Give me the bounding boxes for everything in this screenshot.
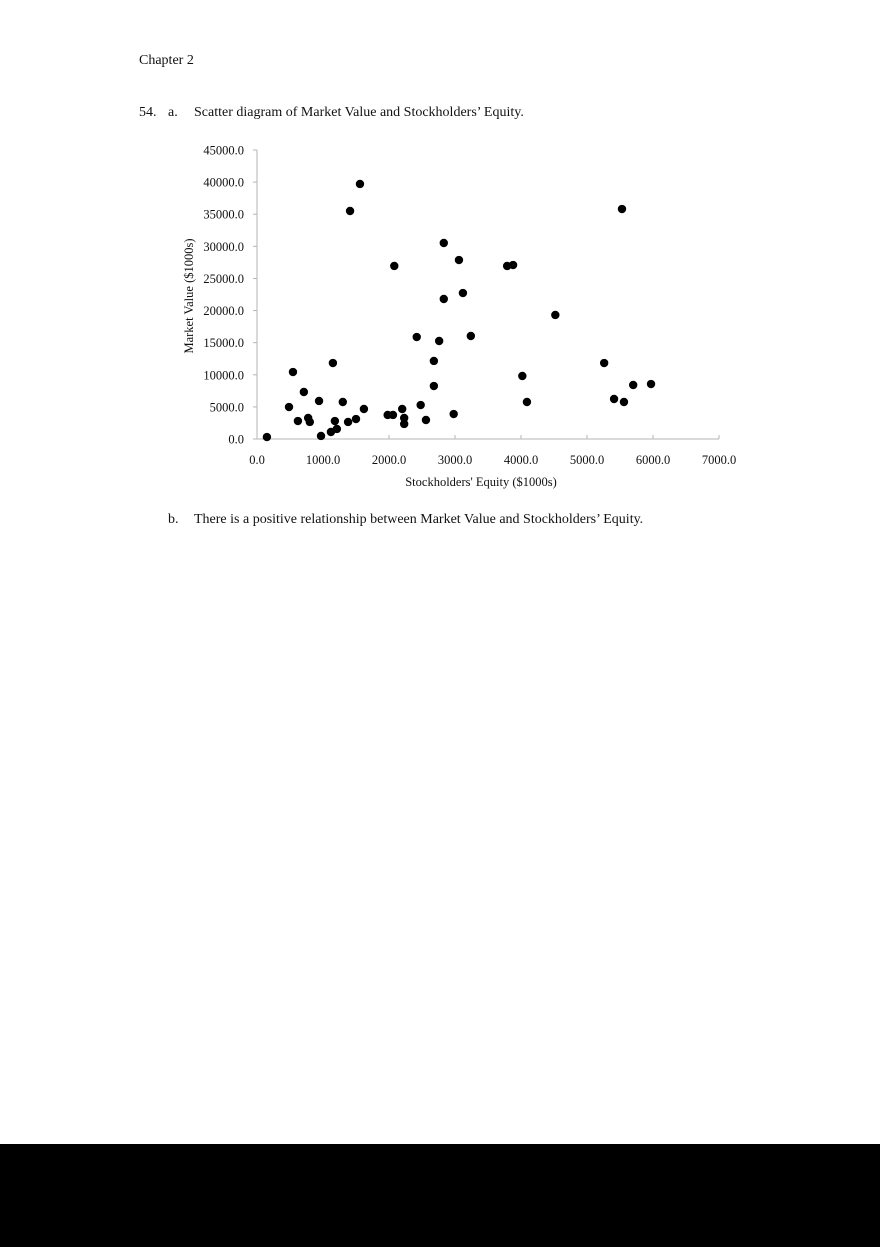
data-point (629, 381, 637, 389)
data-point (430, 382, 438, 390)
data-point (344, 418, 352, 426)
data-point (551, 311, 559, 319)
part-b-letter: b. (168, 512, 179, 527)
part-a-letter: a. (168, 105, 178, 120)
chapter-header: Chapter 2 (139, 53, 194, 68)
data-points (263, 180, 656, 441)
data-point (509, 261, 517, 269)
data-point (317, 432, 325, 440)
data-point (306, 418, 314, 426)
data-point (346, 207, 354, 215)
x-tick-label: 3000.0 (437, 453, 473, 467)
data-point (315, 397, 323, 405)
part-b-text: There is a positive relationship between Market Value and Stockholders’ Equity. (194, 512, 644, 527)
data-point (416, 401, 424, 409)
y-tick-label: 35000.0 (203, 207, 244, 222)
y-tick-label: 5000.0 (209, 400, 244, 415)
y-tick-label: 30000.0 (203, 239, 244, 254)
y-tick-label: 0.0 (228, 432, 244, 447)
data-point (518, 372, 526, 380)
y-tick-label: 45000.0 (203, 143, 244, 158)
data-point (459, 289, 467, 297)
question-number: 54. (139, 105, 157, 120)
data-point (285, 403, 293, 411)
black-footer-band (0, 1144, 880, 1247)
x-tick-label: 7000.0 (701, 453, 737, 467)
y-axis-title: Market Value ($1000s) (182, 238, 196, 354)
scatter-chart (0, 0, 880, 520)
data-point (389, 411, 397, 419)
data-point (360, 405, 368, 413)
y-tick-label: 25000.0 (203, 271, 244, 286)
data-point (356, 180, 364, 188)
data-point (430, 357, 438, 365)
data-point (398, 405, 406, 413)
x-tick-label: 0.0 (249, 453, 265, 467)
y-tick-label: 40000.0 (203, 175, 244, 190)
data-point (413, 333, 421, 341)
data-point (449, 410, 457, 418)
data-point (600, 359, 608, 367)
data-point (300, 388, 308, 396)
y-tick-label: 10000.0 (203, 368, 244, 383)
data-point (435, 337, 443, 345)
data-point (467, 332, 475, 340)
x-tick-label: 2000.0 (371, 453, 407, 467)
x-tick-label: 6000.0 (635, 453, 671, 467)
x-tick-label: 1000.0 (305, 453, 341, 467)
data-point (352, 415, 360, 423)
chart-axes (257, 150, 719, 439)
data-point (339, 398, 347, 406)
part-a-text: Scatter diagram of Market Value and Stockholders’ Equity. (194, 105, 524, 120)
x-tick-label: 4000.0 (503, 453, 539, 467)
data-point (523, 398, 531, 406)
data-point (455, 256, 463, 264)
data-point (620, 398, 628, 406)
y-axis-ticks (203, 144, 257, 447)
data-point (647, 380, 655, 388)
data-point (618, 205, 626, 213)
data-point (610, 395, 618, 403)
y-tick-label: 15000.0 (203, 336, 244, 351)
x-axis-title: Stockholders' Equity ($1000s) (405, 475, 557, 489)
data-point (440, 239, 448, 247)
data-point (400, 420, 408, 428)
y-tick-label: 20000.0 (203, 304, 244, 319)
data-point (333, 425, 341, 433)
data-point (294, 417, 302, 425)
data-point (263, 433, 271, 441)
data-point (331, 417, 339, 425)
data-point (422, 416, 430, 424)
data-point (390, 262, 398, 270)
data-point (440, 295, 448, 303)
data-point (329, 359, 337, 367)
data-point (289, 368, 297, 376)
x-tick-label: 5000.0 (569, 453, 605, 467)
